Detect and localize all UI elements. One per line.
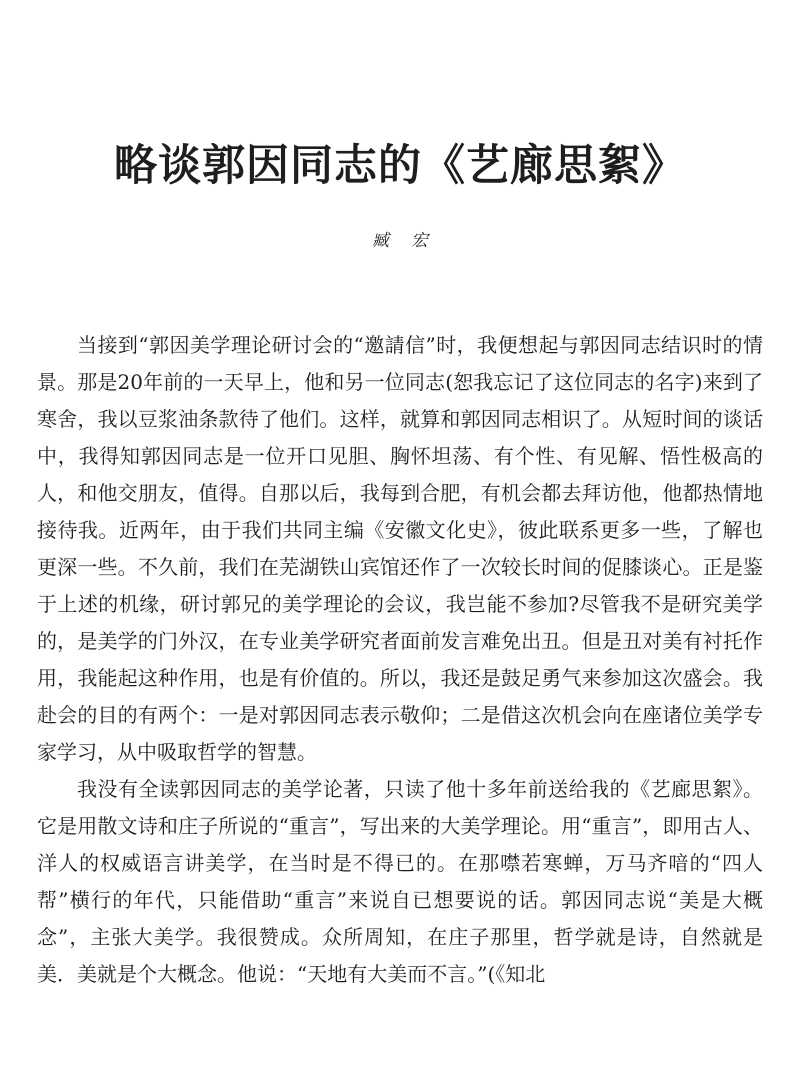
article-title: 略谈郭因同志的《艺廊思絮》: [114, 141, 686, 191]
article-author: 臧宏: [372, 231, 450, 251]
body-paragraph: 当接到“郭因美学理论研讨会的“邀請信”时，我便想起与郭因同志结识时的情景。那是20年前的一天早上，他和另一位同志(恕我忘记了这位同志的名字)来到了寒舍，我以豆浆油条款待了他们。这样，就算和郭因同志相识了。从短时间的谈话中，我得知郭因同志是一位开口见胆、胸怀坦荡、有个性、有见解、悟性极高的人，和他交朋友，值得。自那以后，我每到合肥，有机会都去拜访他，他都热情地接待我。近两年，由于我们共同主编《安徽文化史》，彼此联系更多一些，了解也更深一些。不久前，我们在芜湖铁山宾馆还作了一次较长时间的促膝谈心。正是鉴于上述的机缘，研讨郭兄的美学理论的会议，我岂能不参加?尽管我不是研究美学的，是美学的门外汉，在专业美学研究者面前发言难免出丑。但是丑对美有衬托作用，我能起这种作用，也是有价值的。所以，我还是鼓足勇气来参加这次盛会。我赴会的目的有两个：一是对郭因同志表示敬仰；二是借这次机会向在座诸位美学专家学习，从中吸取哲学的智慧。: [37, 333, 763, 764]
body-paragraph: 我没有全读郭因同志的美学论著，只读了他十多年前送给我的《艺廊思絮》。它是用散文诗和庄子所说的“重言”，写出来的大美学理论。用“重言”，即用古人、洋人的权威语言讲美学，在当时是不得已的。在那噤若寒蝉，万马齐喑的“四人帮”横行的年代，只能借助“重言”来说自已想要说的话。郭因同志说“美是大概念”，主张大美学。我很赞成。众所周知，在庄子那里，哲学就是诗，自然就是美．美就是个大概念。他说：“天地有大美而不言。”(《知北: [37, 777, 763, 986]
article-body: [37, 327, 763, 993]
